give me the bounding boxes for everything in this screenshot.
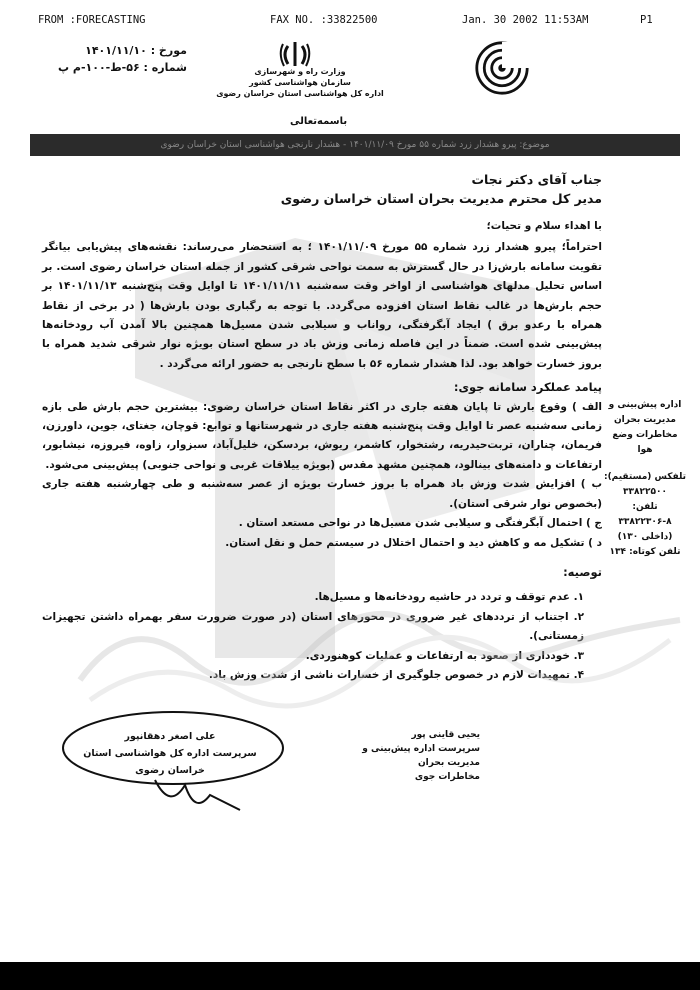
met-org-logo-icon (474, 40, 530, 96)
signature-right (330, 728, 480, 784)
impact-heading: پیامد عملکرد سامانه جوی: (453, 380, 602, 395)
number-label: شماره : (143, 61, 187, 74)
fax-direct-value: ۳۳۸۲۲۵۰۰ (623, 487, 667, 497)
sidebar-dept-3: مخاطرات وضع (612, 430, 678, 440)
handwritten-signature-icon (150, 770, 250, 820)
impact-item-a: الف ) وقوع بارش تا پایان هفته جاری در اکثر نقاط استان خراسان رضوی: بیشترین حجم بارش طی بازه زمانی سه‌شنبه عصر تا اوایل وقت پنج‌شنبه هفته جاری در شهرستانها و توابع: قوچان، جغتای، جوین، داورزن، فریمان، چناران، تربت‌حیدریه، رشتخوار، کاشمر، ریوش، بردسکن، خلیل‌آباد، سبزوار، زاوه، فیروزه، نیشابور، ارتفاعات و دامنه‌های بینالود، همچنین مشهد مقدس (بویژه ییلاقات غربی و نواحی جنوبی) پیش‌بینی می‌شود. (42, 400, 602, 471)
signer-left-title: سرپرست اداره کل هواشناسی استان خراسان رضوی (83, 748, 257, 776)
impact-item-c: ج ) احتمال آبگرفتگی و سیلابی شدن مسیل‌ها در نواحی مستعد استان . (238, 517, 602, 530)
reference-block (58, 42, 187, 76)
org-agency: سازمان هواشناسی کشور (249, 78, 351, 87)
watermark-script-icon (70, 590, 690, 710)
number-row (58, 59, 187, 76)
sidebar-dept-4: هوا (637, 445, 653, 455)
recommendation-item: ۴. تمهیدات لازم در خصوص جلوگیری از خسارات ناشی از شدت وزش باد. (208, 668, 584, 681)
contact-sidebar (600, 398, 690, 560)
organization-block (200, 66, 400, 99)
signer-left-name: علی اصغر دهقانپور (124, 731, 216, 742)
invocation: باسمه‌تعالی (290, 116, 348, 127)
impact-item-d: د ) تشکیل مه و کاهش دید و احتمال اختلال در سیستم حمل و نقل استان. (225, 536, 602, 549)
fax-page: P1 (640, 14, 653, 26)
signer-right-title-1: سرپرست اداره پیش‌بینی و مدیریت بحران (362, 744, 480, 768)
date-row (58, 42, 187, 59)
signer-right-name: یحیی قاینی پور (411, 730, 480, 740)
sidebar-dept-2: مدیریت بحران (613, 415, 677, 425)
short-number: تلفن کوتاه: ۱۳۴ (609, 547, 681, 557)
fax-number: FAX NO. :33822500 (270, 14, 378, 26)
recommendation-item: ۲. اجتناب از ترددهای غیر ضروری در محورهای استان (در صورت ضرورت سفر بهمراه داشتن تجهیزات زمستانی). (42, 610, 584, 643)
recommendation-item: ۳. خودداری از صعود به ارتفاعات و عملیات کوهنوردی. (305, 649, 584, 662)
addressee-name: جناب آقای دکتر نجات (471, 172, 602, 187)
tel-extension: (داخلی ۱۳۰) (617, 532, 673, 542)
fax-from: FROM :FORECASTING (38, 14, 146, 26)
greeting: با اهداء سلام و تحیات؛ (486, 220, 602, 232)
addressee-title: مدیر کل محترم مدیریت بحران استان خراسان رضوی (280, 191, 602, 206)
intro-paragraph: احتراماً؛ پیرو هشدار زرد شماره ۵۵ مورخ ۱۴۰۱/۱۱/۰۹ ؛ به استحضار می‌رساند: نقشه‌های پیش‌یابی بیانگر تقویت سامانه بارش‌زا در حال گسترش به سمت نواحی شرقی کشور از جمله استان خراسان رضوی است. بر اساس تحلیل مدلهای هواشناسی از اواخر وقت سه‌شنبه ۱۴۰۱/۱۱/۱۱ تا اوایل وقت پنج‌شنبه ۱۴۰۱/۱۱/۱۳ بر حجم بارش‌ها در غالب نقاط استان افزوده می‌گردد. با توجه به رگباری بودن بارش‌ها ( در برخی از نقاط همراه با رعدو برق ) ایجاد آبگرفتگی، رواناب و سیلابی شدن مسیل‌ها همچنین بالا آمدن آب رودخانه‌ها پیش‌بینی شده است. ضمناً در این فاصله زمانی وزش باد در سطح استان بویژه نوار شرقی شدید همراه با بروز خسارت خواهد بود. لذا هشدار شماره ۵۶ با سطح نارنجی به حضور ارائه می‌گردد . (42, 241, 603, 370)
org-office: اداره کل هواشناسی استان خراسان رضوی (216, 89, 384, 98)
signer-right-title-2: مخاطرات جوی (414, 772, 480, 782)
sidebar-dept-1: اداره پیش‌بینی و (608, 400, 682, 410)
recommendation-item: ۱. عدم توقف و تردد در حاشیه رودخانه‌ها و مسیل‌ها. (314, 591, 584, 604)
tel-label: تلفن: (632, 502, 658, 512)
org-ministry: وزارت راه و شهرسازی (254, 67, 346, 76)
date-value: ۱۴۰۱/۱۱/۱۰ (85, 44, 147, 57)
subject-band: موضوع: پیرو هشدار زرد شماره ۵۵ مورخ ۱۴۰۱/۱۱/۰۹ - هشدار نارنجی هواشناسی استان خراسان رضوی (30, 134, 680, 156)
scan-edge-bar (0, 962, 700, 990)
fax-header (38, 14, 680, 30)
recommendation-heading: توصیه: (563, 564, 602, 579)
number-value: ۵۶-ط-۱۰۰-م پ (58, 61, 140, 74)
impact-item-b: ب ) افزایش شدت وزش باد همراه با بروز خسارت بویژه از عصر سه‌شنبه و طی چهارشنبه هفته جاری (بخصوص نوار شرقی استان). (42, 478, 602, 510)
fax-datetime: Jan. 30 2002 11:53AM (462, 14, 589, 26)
date-label: مورخ : (150, 44, 187, 57)
national-emblem-icon (278, 40, 312, 68)
tel-value: ۳۳۸۲۲۳۰۶-۸ (618, 517, 672, 527)
fax-direct-label: تلفکس (مستقیم): (603, 472, 687, 482)
